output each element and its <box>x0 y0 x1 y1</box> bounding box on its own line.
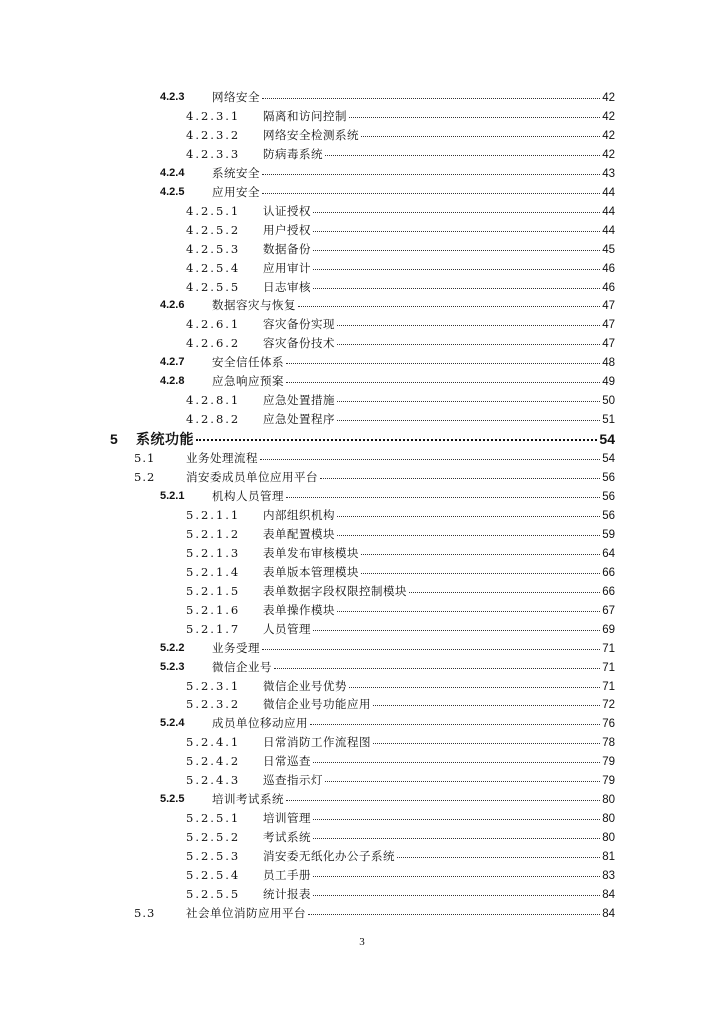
toc-entry[interactable] <box>0 525 724 543</box>
dot-leader <box>313 752 600 763</box>
toc-entry-title: 日志审核 <box>263 279 311 294</box>
toc-entry-page: 49 <box>602 376 615 389</box>
toc-entry-link[interactable] <box>212 88 615 107</box>
toc-entry[interactable] <box>0 847 724 865</box>
toc-entry-page: 47 <box>602 319 615 332</box>
toc-entry-link[interactable] <box>263 506 615 525</box>
toc-entry[interactable] <box>0 752 724 770</box>
toc-entry-title: 员工手册 <box>263 868 311 882</box>
toc-entry-link[interactable] <box>263 620 615 639</box>
page-number: 3 <box>359 936 365 948</box>
toc-entry-link[interactable] <box>263 126 615 145</box>
dot-leader <box>313 221 600 232</box>
dot-leader <box>361 563 600 574</box>
dot-leader <box>325 145 600 156</box>
toc-entry[interactable] <box>0 145 724 163</box>
toc-entry-number: 5.2.2 <box>160 641 185 654</box>
toc-entry[interactable] <box>0 372 724 390</box>
toc-entry-title: 培训管理 <box>263 811 311 826</box>
toc-entry-title: 防病毒系统 <box>263 146 323 161</box>
toc-entry-title: 社会单位消防应用平台 <box>186 905 306 920</box>
toc-entry-link[interactable] <box>263 278 615 297</box>
toc-entry-title: 容灾备份实现 <box>263 317 335 332</box>
dot-leader <box>313 885 600 896</box>
toc-entry-title: 容灾备份技术 <box>263 336 335 351</box>
toc-entry[interactable] <box>0 506 724 524</box>
toc-entry-link[interactable] <box>212 487 615 506</box>
dot-leader <box>325 771 600 782</box>
toc-entry-link[interactable] <box>212 296 615 315</box>
toc-entry-page: 43 <box>602 167 615 180</box>
toc-entry-link[interactable] <box>263 771 615 790</box>
toc-entry[interactable] <box>0 183 724 201</box>
toc-entry-link[interactable] <box>263 752 615 771</box>
toc-entry-page: 45 <box>602 243 615 256</box>
toc-entry-title: 业务处理流程 <box>186 451 258 465</box>
dot-leader <box>313 240 600 251</box>
toc-entry-link[interactable] <box>263 107 615 126</box>
toc-entry[interactable] <box>0 714 724 732</box>
toc-entry-title: 巡查指示灯 <box>263 773 323 788</box>
toc-entry[interactable] <box>0 601 724 619</box>
toc-entry-page: 47 <box>602 338 615 351</box>
toc-entry-page: 71 <box>602 642 615 655</box>
toc-entry-title: 隔离和访问控制 <box>263 109 347 123</box>
dot-leader <box>373 695 600 706</box>
toc-entry-page: 42 <box>602 111 615 123</box>
toc-entry-link[interactable] <box>263 202 615 221</box>
toc-entry-title: 日常巡查 <box>263 754 311 769</box>
toc-entry[interactable] <box>0 353 724 371</box>
toc-entry-page: 56 <box>602 490 615 503</box>
toc-entry[interactable] <box>0 259 724 277</box>
toc-entry-page: 44 <box>602 205 615 218</box>
toc-entry-title: 认证授权 <box>263 203 311 218</box>
toc-entry[interactable] <box>0 107 724 125</box>
toc-entry-link[interactable] <box>136 430 615 449</box>
toc-entry-number: 5.2.5.3 <box>186 849 241 863</box>
dot-leader <box>337 410 600 421</box>
toc-entry-link[interactable] <box>186 904 615 923</box>
toc-entry-link[interactable] <box>263 145 615 164</box>
toc-entry-page: 46 <box>602 281 615 294</box>
dot-leader <box>298 296 600 307</box>
toc-entry[interactable] <box>0 544 724 562</box>
toc-entry[interactable] <box>0 410 724 428</box>
toc-entry-number: 4.2.6.1 <box>186 317 241 332</box>
toc-entry-number: 5.2.1.6 <box>186 602 241 617</box>
toc-entry-number: 5.2.3 <box>160 660 185 673</box>
toc-entry-number: 5.2.1.2 <box>186 526 241 541</box>
dot-leader <box>373 733 600 744</box>
toc-entry-link[interactable] <box>263 544 615 563</box>
toc-entry-title: 消安委无纸化办公子系统 <box>263 849 395 863</box>
toc-entry-title: 表单版本管理模块 <box>263 564 359 579</box>
toc-entry[interactable] <box>0 449 724 467</box>
dot-leader <box>196 429 597 441</box>
toc-entry-number: 4.2.8.1 <box>186 393 241 408</box>
dot-leader <box>262 164 600 175</box>
dot-leader <box>286 487 600 498</box>
toc-entry-number: 5.2.5 <box>160 793 185 806</box>
toc-entry-title: 网络安全检测系统 <box>263 127 359 142</box>
toc-entry-title: 消安委成员单位应用平台 <box>186 470 318 484</box>
toc-entry-link[interactable] <box>263 695 615 714</box>
toc-entry-number: 4.2.3 <box>160 91 185 103</box>
dot-leader <box>286 790 600 801</box>
toc-entry-page: 46 <box>602 262 615 275</box>
toc-entry[interactable] <box>0 639 724 657</box>
toc-entry-link[interactable] <box>186 468 615 487</box>
toc-entry-number: 4.2.8 <box>160 375 185 388</box>
toc-entry-link[interactable] <box>212 372 615 391</box>
toc-entry-title: 统计报表 <box>263 886 311 901</box>
toc-entry-page: 56 <box>602 472 615 484</box>
toc-entry-number: 4.2.7 <box>160 356 185 369</box>
toc-entry-page: 47 <box>602 300 615 313</box>
toc-entry-number: 4.2.6 <box>160 299 185 312</box>
toc-entry[interactable] <box>0 904 724 922</box>
dot-leader <box>313 278 600 289</box>
toc-entry-link[interactable] <box>263 601 615 620</box>
toc-entry-title: 微信企业号 <box>212 659 272 674</box>
toc-entry-title: 数据容灾与恢复 <box>212 298 296 313</box>
toc-entry-page: 83 <box>602 870 615 882</box>
toc-entry-title: 机构人员管理 <box>212 488 284 503</box>
toc-entry-number: 5.2.1 <box>160 489 185 502</box>
toc-entry-page: 42 <box>602 92 615 104</box>
toc-entry-page: 51 <box>602 414 615 427</box>
toc-entry-page: 56 <box>602 509 615 522</box>
toc-entry-link[interactable] <box>212 353 615 372</box>
toc-entry-page: 79 <box>602 756 615 769</box>
toc-entry-number: 4.2.5.1 <box>186 203 241 218</box>
toc-entry-link[interactable] <box>212 164 615 183</box>
toc-entry-title: 应急处置程序 <box>263 412 335 427</box>
toc-entry-page: 42 <box>602 148 615 161</box>
toc-entry-title: 内部组织机构 <box>263 507 335 522</box>
toc-entry-link[interactable] <box>263 221 615 240</box>
toc-entry-title: 应急响应预案 <box>212 374 284 389</box>
toc-entry-page: 67 <box>602 604 615 617</box>
toc-entry-link[interactable] <box>212 639 615 658</box>
toc-entry-number: 4.2.3.2 <box>186 127 241 142</box>
toc-entry[interactable] <box>0 468 724 486</box>
toc-entry-link[interactable] <box>263 240 615 259</box>
toc-entry-title: 人员管理 <box>263 621 311 636</box>
dot-leader <box>313 866 600 877</box>
toc-entry-link[interactable] <box>263 525 615 544</box>
toc-entry[interactable] <box>0 828 724 846</box>
toc-entry-number: 5.2.4.2 <box>186 754 241 769</box>
dot-leader <box>260 449 600 460</box>
toc-entry-link[interactable] <box>263 391 615 410</box>
dot-leader <box>313 620 600 631</box>
toc-entry-link[interactable] <box>263 334 615 353</box>
toc-entry[interactable] <box>0 221 724 239</box>
toc-entry-number: 4.2.5 <box>160 185 185 198</box>
toc-entry-title: 表单操作模块 <box>263 602 335 617</box>
toc-entry-number: 4.2.5.4 <box>186 260 241 275</box>
toc-entry-link[interactable] <box>212 790 615 809</box>
dot-leader <box>337 506 600 517</box>
toc-entry[interactable] <box>0 733 724 751</box>
toc-entry-title: 日常消防工作流程图 <box>263 735 371 750</box>
toc-entry-number: 5.2.5.4 <box>186 868 241 882</box>
dot-leader <box>308 904 600 915</box>
toc-entry-page: 80 <box>602 794 615 807</box>
toc-entry-link[interactable] <box>263 410 615 429</box>
toc-entry-page: 44 <box>602 186 615 199</box>
dot-leader <box>337 391 600 402</box>
toc-entry[interactable] <box>0 88 724 106</box>
toc-entry-title: 考试系统 <box>263 830 311 845</box>
toc-entry-number: 5.2.3.2 <box>186 697 241 712</box>
toc-entry-number: 4.2.6.2 <box>186 336 241 351</box>
toc-entry-page: 66 <box>602 566 615 579</box>
dot-leader <box>262 183 600 194</box>
toc-entry-page: 78 <box>602 737 615 750</box>
toc-entry-link[interactable] <box>263 259 615 278</box>
toc-entry-number: 5.2.5.2 <box>186 830 241 845</box>
toc-entry[interactable] <box>0 315 724 333</box>
toc-entry-title: 系统功能 <box>136 432 194 449</box>
toc-entry-page: 80 <box>602 813 615 826</box>
toc-entry-title: 系统安全 <box>212 165 260 180</box>
dot-leader <box>349 677 600 688</box>
toc-entry-page: 71 <box>602 661 615 674</box>
toc-entry-title: 表单发布审核模块 <box>263 545 359 560</box>
toc-entry-link[interactable] <box>263 828 615 847</box>
toc-entry-link[interactable] <box>263 885 615 904</box>
toc-entry-number: 5.2.4 <box>160 717 185 730</box>
toc-entry-number: 5.2.1.4 <box>186 564 241 579</box>
toc-entry-number: 4.2.3.3 <box>186 146 241 161</box>
toc-entry-number: 5.2.1.3 <box>186 545 241 560</box>
dot-leader <box>313 828 600 839</box>
toc-entry[interactable] <box>0 278 724 296</box>
toc-entry[interactable] <box>0 620 724 638</box>
toc-entry-page: 79 <box>602 775 615 788</box>
toc-entry[interactable] <box>0 391 724 409</box>
toc-entry-number: 5.2 <box>134 470 156 484</box>
toc-entry[interactable] <box>0 809 724 827</box>
toc-entry-page: 59 <box>602 528 615 541</box>
toc-entry-number: 4.2.3.1 <box>186 109 241 123</box>
toc-entry-title: 培训考试系统 <box>212 792 284 807</box>
toc-entry-page: 84 <box>602 907 615 920</box>
toc-entry-title: 应用安全 <box>212 184 260 199</box>
toc-entry-number: 4.2.8.2 <box>186 412 241 427</box>
toc-entry-link[interactable] <box>263 582 615 601</box>
toc-entry-page: 71 <box>602 680 615 693</box>
toc-entry[interactable] <box>0 240 724 258</box>
toc-entry[interactable] <box>0 658 724 676</box>
toc-entry[interactable] <box>0 695 724 713</box>
toc-entry-title: 表单数据字段权限控制模块 <box>263 583 407 598</box>
toc-entry-page: 48 <box>602 357 615 370</box>
dot-leader <box>310 714 600 725</box>
dot-leader <box>313 809 600 820</box>
toc-entry-page: 84 <box>602 888 615 901</box>
toc-entry-link[interactable] <box>212 714 615 733</box>
toc-entry-link[interactable] <box>212 658 615 677</box>
toc-entry-number: 5.1 <box>134 451 156 465</box>
toc-entry-title: 微信企业号优势 <box>263 678 347 693</box>
toc-entry-title: 网络安全 <box>212 90 260 104</box>
toc-entry-link[interactable] <box>263 733 615 752</box>
dot-leader <box>337 315 600 326</box>
toc-entry[interactable] <box>0 885 724 903</box>
toc-entry-title: 安全信任体系 <box>212 355 284 370</box>
dot-leader <box>286 353 600 364</box>
toc-entry-link[interactable] <box>263 677 615 696</box>
dot-leader <box>262 88 600 99</box>
toc-entry-page: 66 <box>602 585 615 598</box>
toc-entry-page: 50 <box>602 395 615 408</box>
toc-entry-page: 69 <box>602 623 615 636</box>
dot-leader <box>262 639 600 650</box>
toc-entry[interactable] <box>0 790 724 808</box>
toc-entry-title: 应用审计 <box>263 260 311 275</box>
toc-entry-number: 5.2.4.3 <box>186 773 241 788</box>
toc-entry-page: 44 <box>602 224 615 237</box>
dot-leader <box>361 126 600 137</box>
toc-entry-number: 4.2.4 <box>160 166 185 179</box>
toc-entry-number: 5.2.5.1 <box>186 811 241 826</box>
toc-entry[interactable] <box>0 582 724 600</box>
toc-entry-page: 76 <box>602 718 615 731</box>
toc-entry-number: 5.2.5.5 <box>186 886 241 901</box>
toc-entry-number: 4.2.5.5 <box>186 279 241 294</box>
dot-leader <box>409 582 600 593</box>
toc-entry-title: 成员单位移动应用 <box>212 716 308 731</box>
toc-entry[interactable] <box>0 677 724 695</box>
toc-entry-link[interactable] <box>263 809 615 828</box>
toc-entry-title: 微信企业号功能应用 <box>263 697 371 712</box>
toc-entry-number: 5.2.1.1 <box>186 507 241 522</box>
dot-leader <box>397 847 600 858</box>
dot-leader <box>274 658 600 669</box>
dot-leader <box>320 468 600 479</box>
toc-entry-link[interactable] <box>263 866 615 885</box>
toc-entry-page: 54 <box>599 431 615 448</box>
dot-leader <box>337 334 600 345</box>
toc-entry[interactable] <box>0 866 724 884</box>
toc-entry-title: 表单配置模块 <box>263 526 335 541</box>
dot-leader <box>286 372 600 383</box>
dot-leader <box>337 525 600 536</box>
toc-entry[interactable] <box>0 487 724 505</box>
toc-entry-link[interactable] <box>212 183 615 202</box>
toc-entry-number: 5 <box>110 431 118 448</box>
toc-entry-number: 4.2.5.3 <box>186 241 241 256</box>
toc-entry-page: 64 <box>602 547 615 560</box>
toc-entry[interactable] <box>0 202 724 220</box>
toc-entry-number: 5.2.1.5 <box>186 583 241 598</box>
toc-entry-number: 5.3 <box>134 905 156 920</box>
dot-leader <box>349 107 600 118</box>
toc-entry-number: 5.2.4.1 <box>186 735 241 750</box>
toc-entry-title: 应急处置措施 <box>263 393 335 408</box>
toc-entry[interactable] <box>0 430 724 448</box>
toc-entry[interactable] <box>0 771 724 789</box>
toc-entry-page: 54 <box>602 453 615 465</box>
toc-entry-title: 用户授权 <box>263 222 311 237</box>
toc-entry-link[interactable] <box>263 563 615 582</box>
toc-entry-number: 4.2.5.2 <box>186 222 241 237</box>
toc-entry[interactable] <box>0 126 724 144</box>
toc-entry-number: 5.2.3.1 <box>186 678 241 693</box>
toc-entry[interactable] <box>0 164 724 182</box>
toc-entry-title: 业务受理 <box>212 640 260 655</box>
dot-leader <box>361 544 600 555</box>
toc-entry-link[interactable] <box>263 315 615 334</box>
toc-entry-page: 72 <box>602 699 615 712</box>
toc-entry[interactable] <box>0 334 724 352</box>
toc-entry-title: 数据备份 <box>263 241 311 256</box>
toc-entry-link[interactable] <box>263 847 615 866</box>
toc-entry-page: 81 <box>602 851 615 863</box>
dot-leader <box>313 202 600 213</box>
dot-leader <box>337 601 600 612</box>
toc-entry-page: 42 <box>602 129 615 142</box>
toc-entry-number: 5.2.1.7 <box>186 621 241 636</box>
dot-leader <box>313 259 600 270</box>
toc-entry[interactable] <box>0 296 724 314</box>
toc-entry[interactable] <box>0 563 724 581</box>
toc-entry-link[interactable] <box>186 449 615 468</box>
toc-entry-page: 80 <box>602 832 615 845</box>
